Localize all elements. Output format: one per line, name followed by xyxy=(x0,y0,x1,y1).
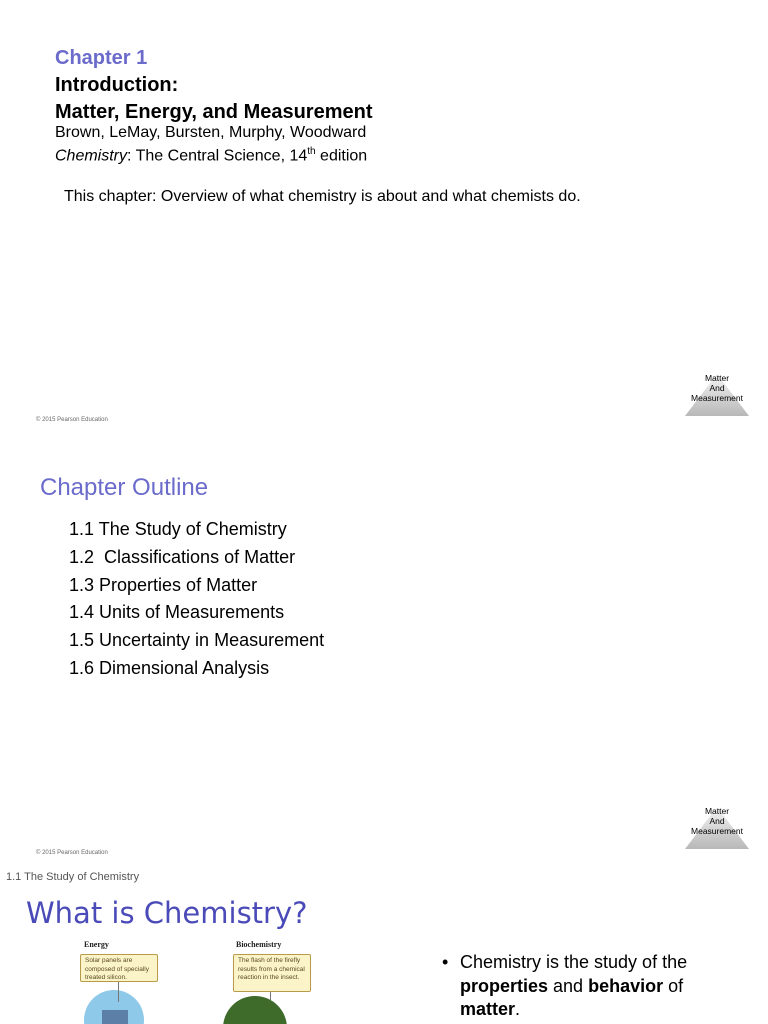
badge-line-1: Matter xyxy=(704,373,730,383)
slide-what-is-chemistry xyxy=(0,866,768,1024)
biochemistry-callout-line xyxy=(270,992,271,1000)
bullet-text-c: of xyxy=(663,975,684,996)
copyright-note: © 2015 Pearson Education xyxy=(36,850,108,856)
badge-line-2: And xyxy=(709,816,725,826)
slide-heading: What is Chemistry? xyxy=(26,896,308,930)
firefly-image-icon xyxy=(223,996,287,1024)
outline-item: 1.4 Units of Measurements xyxy=(69,602,285,623)
book-edition-end: edition xyxy=(315,147,368,165)
bullet-text-d: . xyxy=(515,999,521,1019)
title-line-1: Introduction: xyxy=(55,74,179,96)
slide-outline xyxy=(0,433,768,866)
matter-measurement-badge xyxy=(684,372,750,418)
outline-item: 1.6 Dimensional Analysis xyxy=(69,657,270,678)
energy-heading: Energy xyxy=(84,940,109,949)
outline-title: Chapter Outline xyxy=(40,474,209,501)
book-title-rest: : The Central Science, 14 xyxy=(127,147,308,165)
badge-label xyxy=(684,806,750,836)
biochemistry-heading: Biochemistry xyxy=(236,940,282,949)
chapter-label: Chapter 1 xyxy=(55,47,148,69)
title-line-2: Matter, Energy, and Measurement xyxy=(55,101,373,123)
outline-list xyxy=(69,516,324,683)
section-label: 1.1 The Study of Chemistry xyxy=(6,871,140,883)
slide-title xyxy=(0,0,768,433)
badge-line-1: Matter xyxy=(704,806,730,816)
book-edition-sup: th xyxy=(307,146,316,157)
bullet-text-a: Chemistry is the study of the xyxy=(460,952,688,972)
badge-line-3: Measurement xyxy=(691,393,743,403)
outline-item: 1.5 Uncertainty in Measurement xyxy=(69,630,325,651)
biochemistry-note: The flash of the firefly results from a chemical reaction in the insect. xyxy=(233,954,311,992)
copyright-note: © 2015 Pearson Education xyxy=(36,417,108,423)
bullet-text xyxy=(460,951,740,1022)
solar-panel-icon xyxy=(102,1010,128,1024)
badge-line-3: Measurement xyxy=(691,826,743,836)
book-title xyxy=(55,146,367,165)
bullet-dot: • xyxy=(442,952,449,972)
energy-note: Solar panels are composed of specially treated silicon. xyxy=(80,954,158,982)
badge-line-2: And xyxy=(709,383,725,393)
matter-measurement-badge xyxy=(684,805,750,851)
book-title-italic: Chemistry xyxy=(55,147,128,165)
chemistry-figure xyxy=(72,936,412,1024)
bullet-bold-behavior: behavior xyxy=(588,975,664,996)
outline-item: 1.1 The Study of Chemistry xyxy=(69,519,287,539)
authors: Brown, LeMay, Bursten, Murphy, Woodward xyxy=(55,124,367,141)
bullet-bold-matter: matter xyxy=(460,999,516,1019)
bullet-bold-properties: properties xyxy=(460,975,549,996)
energy-callout-line xyxy=(118,982,119,1002)
outline-item: 1.3 Properties of Matter xyxy=(69,574,258,595)
chapter-overview: This chapter: Overview of what chemistry is about and what chemists do. xyxy=(64,188,581,205)
bullet-text-b: and xyxy=(548,975,589,996)
badge-label xyxy=(684,373,750,403)
outline-item: 1.2 Classifications of Matter xyxy=(69,546,296,567)
